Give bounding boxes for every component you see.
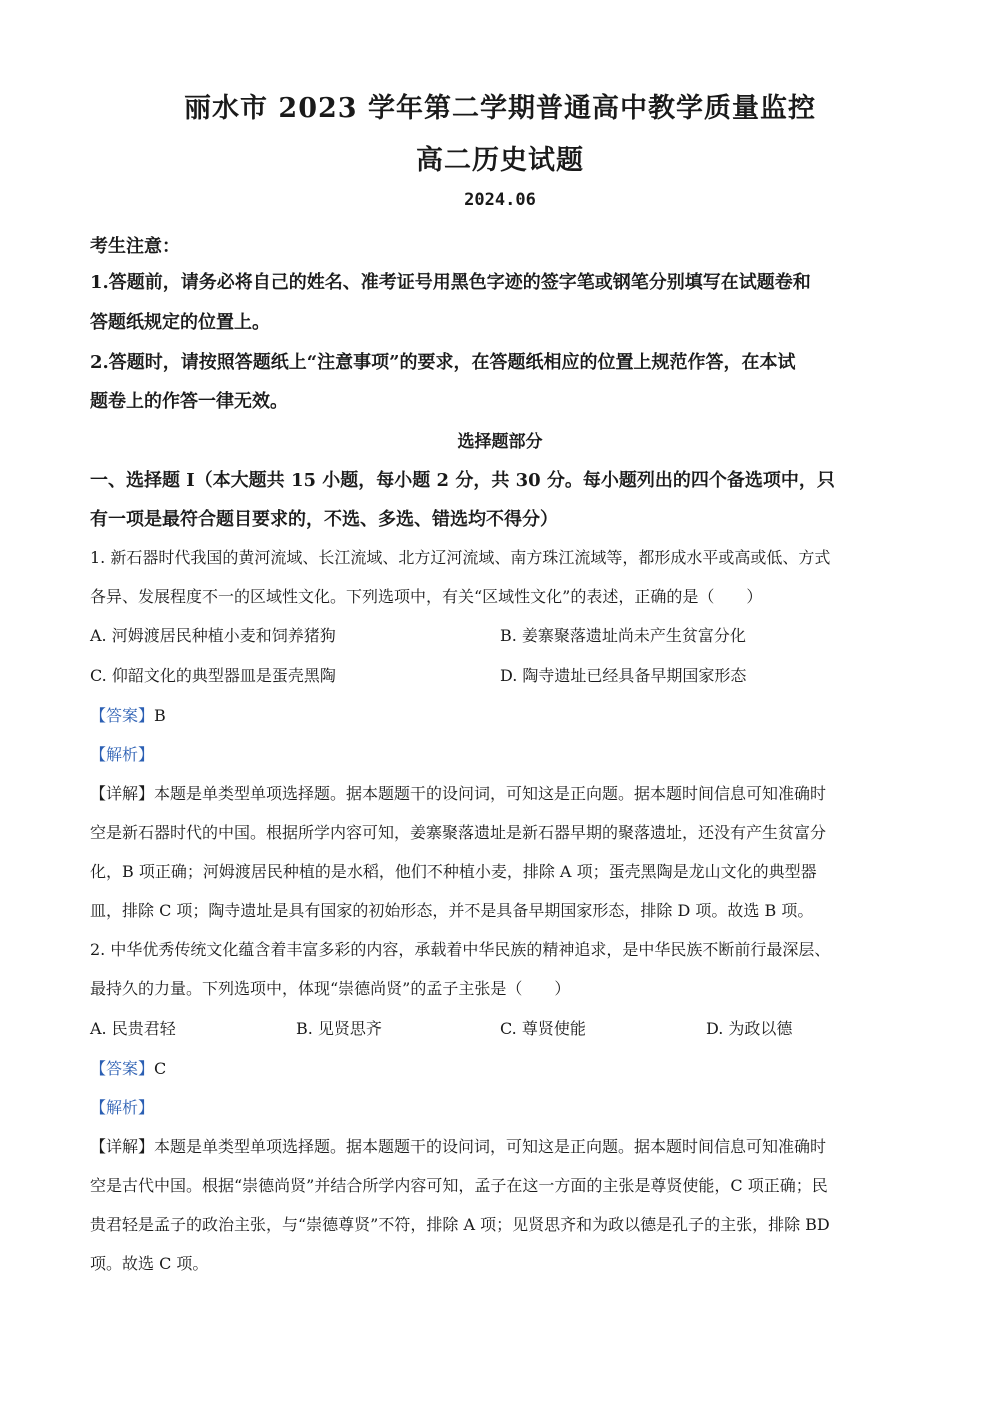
notice-item-2-line-2: 题卷上的作答一律无效。 (90, 391, 288, 412)
section-instruction-line-2: 有一项是最符合题目要求的，不选、多选、错选均不得分） (90, 509, 558, 530)
q1-stem-line-1: 1. 新石器时代我国的黄河流域、长江流域、北方辽河流域、南方珠江流域等，都形成水平或高或低、方式 (90, 548, 831, 567)
q2-analysis-tag: 【解析】 (90, 1098, 155, 1117)
q1-stem-line-2: 各异、发展程度不一的区域性文化。下列选项中，有关“区域性文化”的表述，正确的是（ ） (90, 587, 763, 606)
q2-stem-line-2: 最持久的力量。下列选项中，体现“崇德尚贤”的孟子主张是（ ） (90, 979, 571, 998)
q2-detail-line-3: 贵君轻是孟子的政治主张，与“崇德尊贤”不符，排除 A 项；见贤思齐和为政以德是孔子的主张，排除 BD (90, 1215, 830, 1234)
q2-option-b: B. 见贤思齐 (296, 1019, 382, 1038)
q2-stem-line-1: 2. 中华优秀传统文化蕴含着丰富多彩的内容，承载着中华民族的精神追求，是中华民族不断前行最深层、 (90, 940, 831, 959)
q2-detail-line-1: 【详解】本题是单类型单项选择题。据本题题干的设问词，可知这是正向题。据本题时间信息可知准确时 (90, 1137, 827, 1156)
notice-item-1-line-1: 1.答题前，请务必将自己的姓名、准考证号用黑色字迹的签字笔或钢笔分别填写在试题卷和 (90, 272, 811, 293)
q2-answer-row (90, 1056, 910, 1079)
q1-answer-tag: 【答案】 (90, 706, 155, 725)
q2-option-d: D. 为政以德 (706, 1019, 793, 1038)
exam-subtitle: 高二历史试题 (416, 145, 584, 176)
q1-option-d: D. 陶寺遗址已经具备早期国家形态 (500, 666, 747, 685)
q1-detail-line-1: 【详解】本题是单类型单项选择题。据本题题干的设问词，可知这是正向题。据本题时间信息可知准确时 (90, 784, 827, 803)
exam-date: 2024.06 (464, 190, 536, 210)
q1-answer-row (90, 703, 910, 726)
notice-item-2-line-1: 2.答题时，请按照答题纸上“注意事项”的要求，在答题纸相应的位置上规范作答，在本试 (90, 352, 796, 373)
q2-answer-tag: 【答案】 (90, 1059, 155, 1078)
q1-detail-line-4: 皿，排除 C 项；陶寺遗址是具有国家的初始形态，并不是具备早期国家形态，排除 D 项。故选 B 项。 (90, 901, 814, 920)
notice-item-1-line-2: 答题纸规定的位置上。 (90, 312, 270, 333)
section-title: 选择题部分 (457, 432, 543, 452)
q1-analysis-tag: 【解析】 (90, 745, 155, 764)
q1-detail-line-2: 空是新石器时代的中国。根据所学内容可知，姜寨聚落遗址是新石器早期的聚落遗址，还没有产生贫富分 (90, 823, 827, 842)
q2-detail-line-4: 项。故选 C 项。 (90, 1254, 209, 1273)
q1-detail-line-3: 化，B 项正确；河姆渡居民种植的是水稻，他们不种植小麦，排除 A 项；蛋壳黑陶是龙山文化的典型器 (90, 862, 817, 881)
q1-option-b: B. 姜寨聚落遗址尚未产生贫富分化 (500, 626, 746, 645)
q1-option-a: A. 河姆渡居民种植小麦和饲养猪狗 (90, 626, 336, 645)
q2-detail-line-2: 空是古代中国。根据“崇德尚贤”并结合所学内容可知，孟子在这一方面的主张是尊贤使能，C 项正确；民 (90, 1176, 828, 1195)
section-instruction-line-1: 一、选择题 I（本大题共 15 小题，每小题 2 分，共 30 分。每小题列出的四个备选项中，只 (90, 470, 835, 491)
q1-option-c: C. 仰韶文化的典型器皿是蛋壳黑陶 (90, 666, 336, 685)
exam-title: 丽水市 2023 学年第二学期普通高中教学质量监控 (184, 93, 816, 124)
notice-heading: 考生注意： (90, 236, 180, 257)
q1-answer: B (154, 706, 166, 725)
q2-option-a: A. 民贵君轻 (90, 1019, 176, 1038)
q2-answer: C (154, 1059, 167, 1078)
q2-option-c: C. 尊贤使能 (500, 1019, 586, 1038)
